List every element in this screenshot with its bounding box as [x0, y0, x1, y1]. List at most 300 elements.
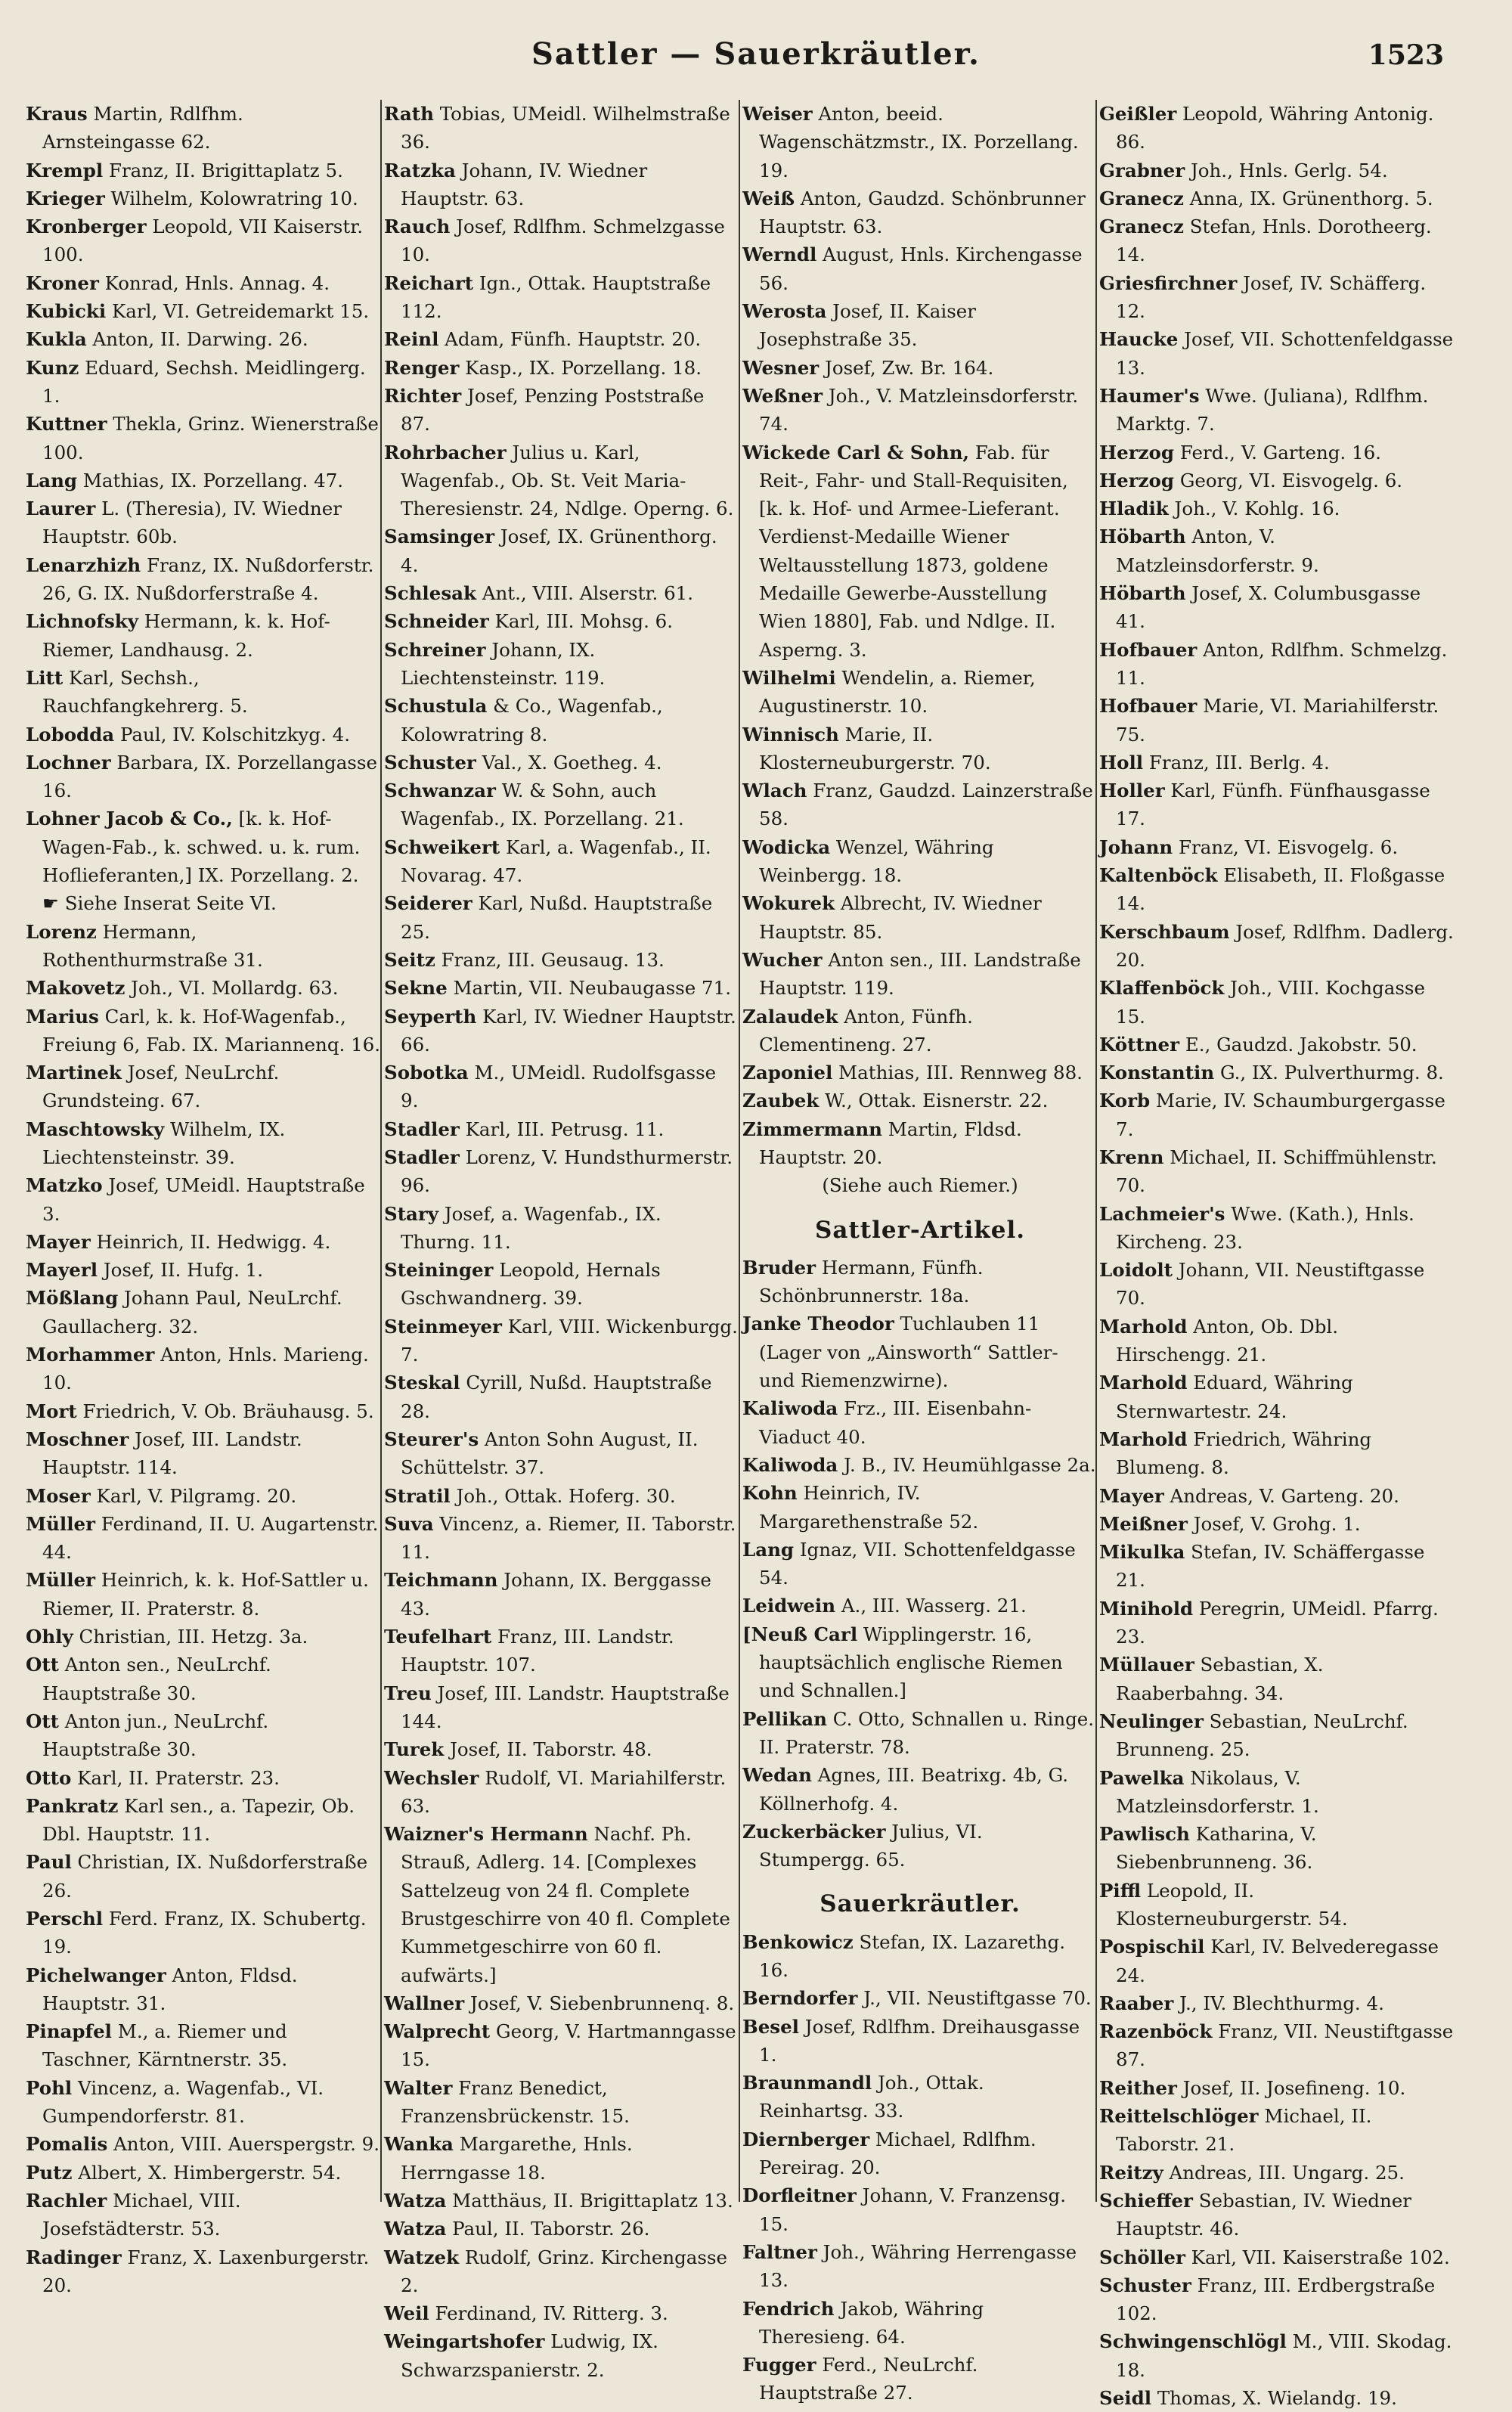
entry-details: Josef, Penzing Poststraße 87.: [401, 384, 705, 436]
entry-name: Kaliwoda: [742, 1453, 838, 1476]
entry-details: Val., X. Goetheg. 4.: [476, 751, 662, 774]
entry-details: Karl, VIII. Wickenburgg. 7.: [401, 1315, 738, 1366]
section-heading: Sattler-Artikel.: [814, 1216, 1026, 1244]
entry-name: Watza: [384, 2189, 447, 2212]
entry-details: Franz, VII. Neustiftgasse 87.: [1116, 2020, 1454, 2071]
directory-entry: [384, 1256, 739, 1313]
directory-entry: [26, 184, 381, 212]
entry-name: Kuttner: [26, 413, 107, 436]
entry-details: Wilhelm, Kolowratring 10.: [104, 187, 358, 209]
directory-entry: [384, 889, 739, 946]
entry-details: W., Ottak. Eisnerstr. 22.: [819, 1090, 1049, 1112]
directory-entry: [26, 1425, 381, 1482]
directory-entry: [742, 2295, 1098, 2352]
entry-name: Sekne: [384, 977, 448, 1000]
entry-details: Josef, Zw. Br. 164.: [819, 356, 994, 379]
directory-entry: [742, 833, 1098, 890]
entry-name: Pichelwanger: [26, 1964, 166, 1986]
directory-entry: [742, 439, 1098, 664]
entry-details: Sebastian, IV. Wiedner Hauptstr. 46.: [1116, 2189, 1411, 2240]
directory-entry: [1099, 1877, 1455, 1933]
directory-entry: [742, 2069, 1098, 2125]
directory-entry: [26, 1256, 381, 1284]
entry-name: Kronberger: [26, 215, 147, 238]
entry-details: Leopold, Hernals Gschwandnerg. 39.: [401, 1259, 661, 1310]
entry-details: Josef, Rdlfhm. Schmelzgasse 10.: [401, 215, 725, 266]
directory-entry: [1099, 777, 1455, 833]
entry-details: [k. k. Hof-Wagen-Fab., k. schwed. u. k. rum. Hoflieferanten,] IX. Porzellang. 2. ☛ Siehe Inserat Seite VI.: [42, 808, 361, 915]
entry-details: Josef, II. Kaiser Josephstraße 35.: [759, 300, 977, 351]
entry-name: Laurer: [26, 498, 96, 520]
entry-name: Zaubek: [742, 1090, 820, 1112]
entry-name: Moser: [26, 1484, 91, 1507]
entry-details: Leopold, II. Klosterneuburgerstr. 54.: [1116, 1879, 1348, 1930]
entry-name: Marius: [26, 1005, 99, 1028]
entry-name: Steininger: [384, 1259, 494, 1282]
directory-entry: [384, 579, 739, 607]
directory-entry: [26, 2017, 381, 2074]
entry-details: Franz, Gaudzd. Lainzerstraße 58.: [759, 780, 1093, 830]
directory-entry: [26, 2187, 381, 2243]
entry-name: Benkowicz: [742, 1930, 854, 1953]
entry-name: Steurer's: [384, 1428, 479, 1450]
directory-entry: [26, 1510, 381, 1567]
entry-name: Lochner: [26, 751, 111, 774]
entry-name: Mayer: [1099, 1484, 1164, 1507]
entry-details: Anton Sohn August, II. Schüttelstr. 37.: [401, 1428, 699, 1479]
entry-name: Lohner Jacob & Co.,: [26, 808, 233, 830]
entry-name: Kroner: [26, 271, 99, 294]
entry-details: Johann Paul, NeuLrchf. Gaullacherg. 32.: [42, 1287, 342, 1338]
entry-details: Hermann, k. k. Hof-Riemer, Landhausg. 2.: [42, 610, 330, 661]
entry-name: Pospischil: [1099, 1936, 1205, 1958]
directory-entry: [742, 721, 1098, 777]
directory-entry: [26, 1284, 381, 1341]
directory-entry: [1099, 1256, 1455, 1313]
entry-name: Marhold: [1099, 1315, 1188, 1338]
entry-name: Holl: [1099, 751, 1144, 774]
directory-entry: [26, 664, 381, 721]
directory-entry: [384, 2017, 739, 2074]
entry-name: Weßner: [742, 384, 823, 407]
entry-name: Teichmann: [384, 1569, 498, 1592]
directory-entry: [742, 1254, 1098, 1310]
directory-entry: [384, 354, 739, 382]
directory-entry: [26, 1341, 381, 1397]
directory-entry: [384, 2130, 739, 2187]
directory-entry: [1099, 2243, 1455, 2271]
directory-entry: [1099, 2102, 1455, 2159]
entry-details: Julius u. Karl, Wagenfab., Ob. St. Veit Maria-Theresienstr. 24, Ndlge. Operng. 6.: [401, 441, 734, 520]
directory-entry: [26, 607, 381, 664]
entry-name: Haucke: [1099, 328, 1179, 351]
directory-entry: [1099, 833, 1455, 861]
entry-name: Neulinger: [1099, 1710, 1204, 1732]
directory-entry: [26, 1059, 381, 1115]
entry-details: Ferd., NeuLrchf. Hauptstraße 27.: [759, 2354, 978, 2404]
entry-details: Ign., Ottak. Hauptstraße 112.: [401, 271, 711, 323]
entry-details: Ferdinand, II. U. Augartenstr. 44.: [42, 1512, 379, 1564]
directory-entry: [384, 1623, 739, 1679]
entry-name: Zaponiel: [742, 1062, 833, 1084]
entry-details: Anton, VIII. Auerspergstr. 9.: [107, 2133, 380, 2156]
entry-details: Hermann, Rothenthurmstraße 31.: [42, 920, 263, 971]
directory-entry: [742, 184, 1098, 241]
entry-details: Johann, IV. Wiedner Hauptstr. 63.: [401, 159, 648, 209]
entry-details: Franz, IX. Nußdorferstr. 26, G. IX. Nußdorferstraße 4.: [42, 553, 374, 605]
entry-name: Wechsler: [384, 1766, 479, 1789]
directory-entry: [384, 607, 739, 635]
entry-details: Karl, Nußd. Hauptstraße 25.: [401, 892, 713, 943]
entry-details: Andreas, V. Garteng. 20.: [1163, 1484, 1399, 1507]
entry-name: Wokurek: [742, 892, 835, 915]
entry-details: Franz, III. Landstr. Hauptstr. 107.: [401, 1626, 674, 1676]
entry-name: Schustula: [384, 695, 488, 718]
entry-details: Franz, VI. Eisvogelg. 6.: [1173, 836, 1399, 858]
directory-entry: [384, 1989, 739, 2017]
entry-name: Wanka: [384, 2133, 454, 2156]
entry-details: Anton, Gaudzd. Schönbrunner Hauptstr. 63.: [759, 187, 1086, 238]
directory-entry: [742, 1310, 1098, 1394]
entry-details: Karl, a. Wagenfab., II. Novarag. 47.: [401, 836, 711, 887]
entry-name: Suva: [384, 1512, 434, 1535]
entry-details: Leopold, VII Kaiserstr. 100.: [42, 215, 364, 266]
directory-entry: [1099, 1200, 1455, 1257]
entry-details: Adam, Fünfh. Hauptstr. 20.: [438, 328, 702, 351]
entry-details: Joh., V. Kohlg. 16.: [1168, 498, 1340, 520]
directory-entry: [1099, 325, 1455, 382]
entry-name: Rohrbacher: [384, 441, 507, 463]
directory-entry: [26, 1115, 381, 1172]
entry-name: Faltner: [742, 2240, 817, 2263]
directory-entry: [1099, 269, 1455, 326]
entry-name: Fugger: [742, 2354, 816, 2376]
directory-entry: [742, 1003, 1098, 1059]
entry-details: Karl, VII. Kaiserstraße 102.: [1185, 2246, 1450, 2268]
entry-details: Nachf. Ph. Strauß, Adlerg. 14. [Complexes Sattelzeug von 24 fl. Complete Brustgeschirre von 40 fl. Complete Kummetgeschirre von 60 fl. aufwärts.]: [401, 1823, 730, 1986]
entry-name: Konstantin: [1099, 1062, 1215, 1084]
entry-details: Karl, Sechsh., Rauchfangkehrerg. 5.: [42, 666, 248, 718]
entry-name: Stadler: [384, 1146, 460, 1168]
directory-entry: [1099, 1031, 1455, 1059]
directory-entry: [26, 297, 381, 325]
entry-name: Krieger: [26, 187, 105, 209]
entry-name: Schwanzar: [384, 780, 496, 802]
entry-details: Heinrich, k. k. Hof-Sattler u. Riemer, II. Praterstr. 8.: [42, 1569, 369, 1620]
entry-details: Albrecht, IV. Wiedner Hauptstr. 85.: [759, 892, 1042, 943]
entry-name: Herzog: [1099, 469, 1175, 491]
entry-details: Marie, IV. Schaumburgergasse 7.: [1116, 1090, 1445, 1140]
directory-entry: [26, 1651, 381, 1707]
entry-details: Konrad, Hnls. Annag. 4.: [98, 271, 330, 294]
entry-name: Stadler: [384, 1118, 460, 1140]
directory-entry: [26, 212, 381, 269]
directory-entry: [384, 1566, 739, 1623]
entry-name: Pawelka: [1099, 1766, 1185, 1789]
entry-details: Johann, IX. Liechtensteinstr. 119.: [401, 638, 606, 689]
entry-name: Leidwein: [742, 1595, 836, 1617]
entry-name: Hladik: [1099, 498, 1169, 520]
entry-details: Ignaz, VII. Schottenfeldgasse 54.: [759, 1538, 1076, 1589]
entry-name: Steskal: [384, 1372, 460, 1394]
entry-details: Franz, X. Laxenburgerstr. 20.: [42, 2246, 370, 2296]
entry-details: Josef, VII. Schottenfeldgasse 13.: [1116, 328, 1454, 379]
directory-entry: [26, 805, 381, 917]
entry-name: Wilhelmi: [742, 666, 836, 689]
entry-details: C. Otto, Schnallen u. Ringe. II. Praterstr. 78.: [759, 1707, 1095, 1758]
entry-name: Seyperth: [384, 1005, 477, 1028]
entry-name: Pawlisch: [1099, 1823, 1190, 1846]
column-3: [742, 100, 1098, 2407]
directory-entry: [26, 1397, 381, 1425]
entry-name: Seidl: [1099, 2387, 1152, 2410]
directory-entry: [26, 354, 381, 411]
entry-details: Fab. für Reit-, Fahr- und Stall-Requisiten, [k. k. Hof- und Armee-Lieferant. Verdienst-Medaille Wiener Weltausstellung 1873, goldene Medaille Gewerbe-Ausstellung Wien 1880], Fab. und Ndlge. II. Asperng. 3.: [759, 441, 1068, 661]
directory-entry: [1099, 439, 1455, 467]
directory-entry: [26, 2130, 381, 2158]
directory-entry: [1099, 1651, 1455, 1707]
entry-details: Christian, III. Hetzg. 3a.: [73, 1626, 308, 1648]
entry-details: Wendelin, a. Riemer, Augustinerstr. 10.: [759, 666, 1036, 718]
entry-details: Anton, Ob. Dbl. Hirschengg. 21.: [1116, 1315, 1339, 1366]
entry-details: Joh., VIII. Kochgasse 15.: [1116, 977, 1425, 1028]
entry-details: Josef, III. Landstr. Hauptstr. 114.: [42, 1428, 302, 1479]
directory-entry: [26, 2243, 381, 2300]
entry-name: Marhold: [1099, 1428, 1188, 1450]
entry-name: Turek: [384, 1738, 445, 1761]
entry-details: Marie, II. Klosterneuburgerstr. 70.: [759, 723, 991, 774]
entry-name: Schöller: [1099, 2246, 1185, 2268]
entry-details: Karl, IV. Wiedner Hauptstr. 66.: [401, 1005, 736, 1056]
entry-name: [Neuß Carl: [742, 1623, 858, 1645]
directory-entry: [26, 1707, 381, 1764]
entry-name: Haumer's: [1099, 384, 1200, 407]
entry-name: Ott: [26, 1710, 59, 1732]
entry-details: Josef, UMeidl. Hauptstraße 3.: [42, 1174, 365, 1225]
directory-entry: [742, 1115, 1098, 1172]
entry-name: Krenn: [1099, 1146, 1164, 1168]
directory-entry: [26, 1792, 381, 1849]
directory-entry: [742, 382, 1098, 439]
entry-name: Rachler: [26, 2189, 107, 2212]
entry-name: Watza: [384, 2218, 447, 2240]
entry-details: Josef, X. Columbusgasse 41.: [1116, 582, 1421, 633]
entry-name: Werosta: [742, 300, 827, 323]
entry-details: Johann, V. Franzensg. 15.: [759, 2184, 1067, 2235]
entry-name: Pellikan: [742, 1707, 827, 1730]
entry-details: Anton, V. Matzleinsdorferstr. 9.: [1116, 525, 1319, 576]
entry-details: Paul, II. Taborstr. 26.: [446, 2218, 650, 2240]
entry-details: Rudolf, VI. Mariahilferstr. 63.: [401, 1766, 727, 1817]
entry-details: Friedrich, Währing Blumeng. 8.: [1116, 1428, 1372, 1479]
entry-name: Klaffenböck: [1099, 977, 1225, 1000]
entry-details: Friedrich, V. Ob. Bräuhausg. 5.: [76, 1400, 374, 1422]
directory-entry: [384, 1059, 739, 1115]
entry-details: Michael, Rdlfhm. Pereirag. 20.: [759, 2128, 1036, 2179]
directory-entry: [742, 1479, 1098, 1536]
entry-details: Michael, VIII. Josefstädterstr. 53.: [42, 2189, 241, 2240]
entry-name: Steinmeyer: [384, 1315, 502, 1338]
entry-details: Joh., Währing Herrengasse 13.: [759, 2240, 1077, 2292]
entry-name: Reitzy: [1099, 2161, 1163, 2184]
entry-name: Kohn: [742, 1482, 798, 1505]
entry-details: Leopold, Währing Antonig. 86.: [1116, 103, 1434, 153]
entry-details: E., Gaudzd. Jakobstr. 50.: [1179, 1033, 1418, 1056]
entry-details: Vincenz, a. Riemer, II. Taborstr. 11.: [401, 1512, 736, 1564]
entry-name: Kukla: [26, 328, 87, 351]
entry-details: Franz, II. Brigittaplatz 5.: [103, 159, 343, 181]
directory-entry: [742, 1705, 1098, 1762]
entry-details: Ludwig, IX. Schwarzspanierstr. 2.: [401, 2330, 658, 2381]
entry-name: Ohly: [26, 1626, 73, 1648]
entry-details: Carl, k. k. Hof-Wagenfab., Freiung 6, Fab. IX. Mariannenq. 16.: [42, 1005, 381, 1056]
entry-details: & Co., Wagenfab., Kolowratring 8.: [401, 695, 663, 746]
directory-entry: [384, 1679, 739, 1736]
directory-entry: [26, 494, 381, 551]
directory-entry: [1099, 1482, 1455, 1510]
entry-name: Müller: [26, 1512, 96, 1535]
directory-entry: [742, 1984, 1098, 2012]
directory-entry: [1099, 522, 1455, 579]
cross-reference-note: (Siehe auch Riemer.): [822, 1174, 1018, 1197]
directory-entry: [1099, 1595, 1455, 1651]
entry-details: Margarethe, Hnls. Herrngasse 18.: [401, 2133, 633, 2184]
directory-entry: [384, 1003, 739, 1059]
entry-details: Martin, Fldsd. Hauptstr. 20.: [759, 1118, 1022, 1168]
entry-name: Loidolt: [1099, 1259, 1173, 1282]
entry-details: Anton, Rdlfhm. Schmelzg. 11.: [1116, 638, 1448, 689]
entry-name: Mikulka: [1099, 1541, 1185, 1564]
entry-details: Karl, III. Mohsg. 6.: [488, 610, 674, 633]
entry-name: Meißner: [1099, 1512, 1188, 1535]
directory-entry: [384, 1735, 739, 1763]
entry-details: Joh., Hnls. Gerlg. 54.: [1185, 159, 1388, 181]
directory-entry: [26, 1764, 381, 1792]
entry-details: Agnes, III. Beatrixg. 4b, G. Köllnerhofg. 4.: [759, 1764, 1069, 1815]
entry-details: Karl, V. Pilgramg. 20.: [90, 1484, 297, 1507]
entry-details: Michael, II. Taborstr. 21.: [1116, 2105, 1372, 2156]
entry-name: Krempl: [26, 159, 104, 181]
directory-entry: [384, 100, 739, 157]
entry-details: Josef, a. Wagenfab., IX. Thurng. 11.: [401, 1202, 662, 1253]
directory-entry: [742, 1761, 1098, 1818]
entry-name: Seiderer: [384, 892, 472, 915]
directory-entry: [1099, 467, 1455, 494]
directory-entry: [26, 1003, 381, 1059]
entry-name: Hofbauer: [1099, 638, 1198, 661]
column-1: [26, 100, 381, 2299]
entry-name: Kerschbaum: [1099, 920, 1230, 943]
entry-name: Weiß: [742, 187, 795, 209]
entry-name: Schuster: [384, 751, 476, 774]
entry-name: Berndorfer: [742, 1987, 858, 2010]
entry-details: M., a. Riemer und Taschner, Kärntnerstr. 35.: [42, 2020, 288, 2071]
directory-entry: [1099, 100, 1455, 157]
entry-name: Samsinger: [384, 525, 495, 548]
entry-name: Schwingenschlögl: [1099, 2330, 1287, 2353]
entry-name: Piffl: [1099, 1879, 1142, 1902]
entry-name: Paul: [26, 1851, 72, 1874]
entry-name: Weiser: [742, 103, 813, 125]
entry-details: Wilhelm, IX. Liechtensteinstr. 39.: [42, 1118, 286, 1168]
entry-details: Wenzel, Währing Weinbergg. 18.: [759, 836, 994, 887]
entry-details: J., VII. Neustiftgasse 70.: [857, 1987, 1092, 2010]
directory-entry: [26, 1623, 381, 1651]
directory-entry: [1099, 2384, 1455, 2412]
entry-name: Johann: [1099, 836, 1173, 858]
entry-name: Teufelhart: [384, 1626, 492, 1648]
directory-entry: [1099, 636, 1455, 693]
entry-name: Renger: [384, 356, 460, 379]
entry-details: Martin, Rdlfhm. Arnsteingasse 62.: [42, 103, 243, 153]
entry-name: Reither: [1099, 2076, 1177, 2099]
entry-details: Elisabeth, II. Floßgasse 14.: [1116, 864, 1445, 915]
entry-details: Stefan, Hnls. Dorotheerg. 14.: [1116, 215, 1432, 266]
directory-entry: [1099, 1143, 1455, 1200]
directory-entry: [26, 1482, 381, 1510]
entry-details: Josef, II. Hufg. 1.: [98, 1259, 264, 1282]
directory-entry: [384, 833, 739, 890]
entry-details: Eduard, Währing Sternwartestr. 24.: [1116, 1372, 1353, 1422]
entry-details: Josef, IX. Grünenthorg. 4.: [401, 525, 717, 576]
entry-details: Lorenz, V. Hundsthurmerstr. 96.: [401, 1146, 733, 1197]
entry-name: Sobotka: [384, 1062, 469, 1084]
entry-details: Franz, III. Geusaug. 13.: [435, 948, 665, 971]
entry-details: Julius, VI. Stumpergg. 65.: [759, 1820, 983, 1871]
entry-name: Wickede Carl & Sohn,: [742, 441, 970, 463]
entry-name: Mayer: [26, 1230, 91, 1253]
directory-entry: [742, 100, 1098, 184]
entry-details: Franz, III. Erdbergstraße 102.: [1116, 2274, 1436, 2325]
entry-name: Kunz: [26, 356, 79, 379]
directory-entry: [26, 1905, 381, 1961]
directory-entry: [742, 1536, 1098, 1592]
entry-name: Richter: [384, 384, 462, 407]
directory-entry: [742, 2125, 1098, 2182]
entry-name: Wlach: [742, 780, 807, 802]
entry-name: Radinger: [26, 2246, 122, 2268]
entry-details: Barbara, IX. Porzellangasse 16.: [42, 751, 377, 802]
directory-entry: [384, 1313, 739, 1369]
entry-details: Mathias, III. Rennweg 88.: [832, 1062, 1083, 1084]
entry-details: Josef, NeuLrchf. Grundsteing. 67.: [42, 1062, 280, 1112]
entry-details: Martin, VII. Neubaugasse 71.: [447, 977, 731, 1000]
entry-details: W. & Sohn, auch Wagenfab., IX. Porzellang. 21.: [401, 780, 684, 830]
entry-name: Schreiner: [384, 638, 486, 661]
entry-details: Joh., Ottak. Reinhartsg. 33.: [759, 2072, 984, 2122]
entry-name: Moschner: [26, 1428, 129, 1450]
entry-name: Martinek: [26, 1062, 122, 1084]
entry-details: Kasp., IX. Porzellang. 18.: [459, 356, 702, 379]
entry-name: Kraus: [26, 103, 88, 125]
directory-entry: [26, 749, 381, 805]
directory-entry: [384, 439, 739, 523]
directory-entry: [26, 2159, 381, 2187]
directory-entry: [742, 354, 1098, 382]
directory-entry: [1099, 1369, 1455, 1425]
entry-details: Marie, VI. Mariahilferstr. 75.: [1116, 695, 1439, 746]
entry-name: Treu: [384, 1682, 432, 1704]
directory-entry: [1099, 2074, 1455, 2102]
entry-name: Mößlang: [26, 1287, 119, 1310]
directory-entry: [26, 551, 381, 608]
entry-name: Bruder: [742, 1256, 816, 1279]
entry-details: Johann, VII. Neustiftgasse 70.: [1116, 1259, 1425, 1310]
entry-details: Andreas, III. Ungarg. 25.: [1163, 2161, 1405, 2184]
directory-entry: [742, 2181, 1098, 2238]
directory-entry: [742, 664, 1098, 721]
entry-details: Karl sen., a. Tapezir, Ob. Dbl. Hauptstr. 11.: [42, 1794, 355, 1846]
